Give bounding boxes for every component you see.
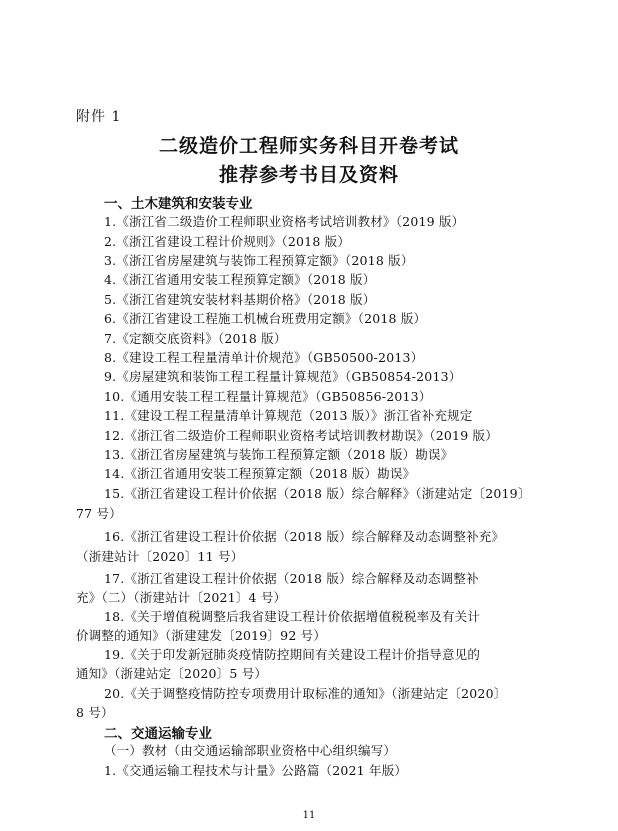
list-item-continuation: 价调整的通知》（浙建建发〔2019〕92 号） xyxy=(76,628,327,643)
list-item: 3.《浙江省房屋建筑与装饰工程预算定额》（2018 版） xyxy=(104,253,414,268)
list-item-continuation: 77 号） xyxy=(76,506,122,521)
list-item: 8.《建设工程工程量清单计价规范》（GB50500-2013） xyxy=(104,350,424,365)
list-item: 4.《浙江省通用安装工程预算定额》（2018 版） xyxy=(104,272,376,287)
annex-label: 附件 1 xyxy=(76,109,122,125)
document-title: 二级造价工程师实务科目开卷考试 xyxy=(158,135,459,157)
list-item: 19.《关于印发新冠肺炎疫情防控期间有关建设工程计价指导意见的 xyxy=(104,647,481,662)
list-item: 20.《关于调整疫情防控专项费用计取标准的通知》（浙建站定〔2020〕 xyxy=(104,686,507,701)
list-item: 2.《浙江省建设工程计价规则》（2018 版） xyxy=(104,234,351,249)
list-item: 14.《浙江省通用安装工程预算定额（2018 版）勘误》 xyxy=(104,466,416,481)
list-item: 18.《关于增值税调整后我省建设工程计价依据增值税税率及有关计 xyxy=(104,609,481,624)
list-item-continuation: 充》（二）（浙建站计〔2021〕4 号） xyxy=(76,590,287,605)
list-item: 1.《交通运输工程技术与计量》公路篇（2021 年版） xyxy=(104,763,408,778)
page-number: 11 xyxy=(302,810,316,821)
list-item-continuation: 通知》（浙建站定〔2020〕5 号） xyxy=(76,666,268,681)
list-item: 16.《浙江省建设工程计价依据（2018 版）综合解释及动态调整补充》 xyxy=(104,529,505,544)
section-heading-civil: 一、土木建筑和安装专业 xyxy=(104,196,253,212)
list-item: 9.《房屋建筑和装饰工程工程量计算规范》（GB50854-2013） xyxy=(104,369,462,384)
document-subtitle: 推荐参考书目及资料 xyxy=(218,164,399,186)
list-item: 15.《浙江省建设工程计价依据（2018 版）综合解释》（浙建站定〔2019〕 xyxy=(104,486,531,501)
list-item-continuation: 8 号） xyxy=(76,705,114,720)
list-item: 11.《建设工程工程量清单计算规范（2013 版）》浙江省补充规定 xyxy=(104,408,473,423)
list-item: 17.《浙江省建设工程计价依据（2018 版）综合解释及动态调整补 xyxy=(104,571,479,586)
list-item: 13.《浙江省房屋建筑与装饰工程预算定额（2018 版）勘误》 xyxy=(104,447,454,462)
section-heading-transport: 二、交通运输专业 xyxy=(104,726,212,742)
list-item: 6.《浙江省建设工程施工机械台班费用定额》（2018 版） xyxy=(104,311,427,326)
list-item: 10.《通用安装工程工程量计算规范》（GB50856-2013） xyxy=(104,389,432,404)
subsection-heading: （一）教材（由交通运输部职业资格中心组织编写） xyxy=(104,743,397,758)
list-item: 7.《定额交底资料》（2018 版） xyxy=(104,331,287,346)
list-item: 12.《浙江省二级造价工程师职业资格考试培训教材勘误》（2019 版） xyxy=(104,428,498,443)
list-item: 5.《浙江省建筑安装材料基期价格》（2018 版） xyxy=(104,292,376,307)
list-item-continuation: （浙建站计〔2020〕11 号） xyxy=(76,549,244,564)
list-item: 1.《浙江省二级造价工程师职业资格考试培训教材》（2019 版） xyxy=(104,214,465,229)
